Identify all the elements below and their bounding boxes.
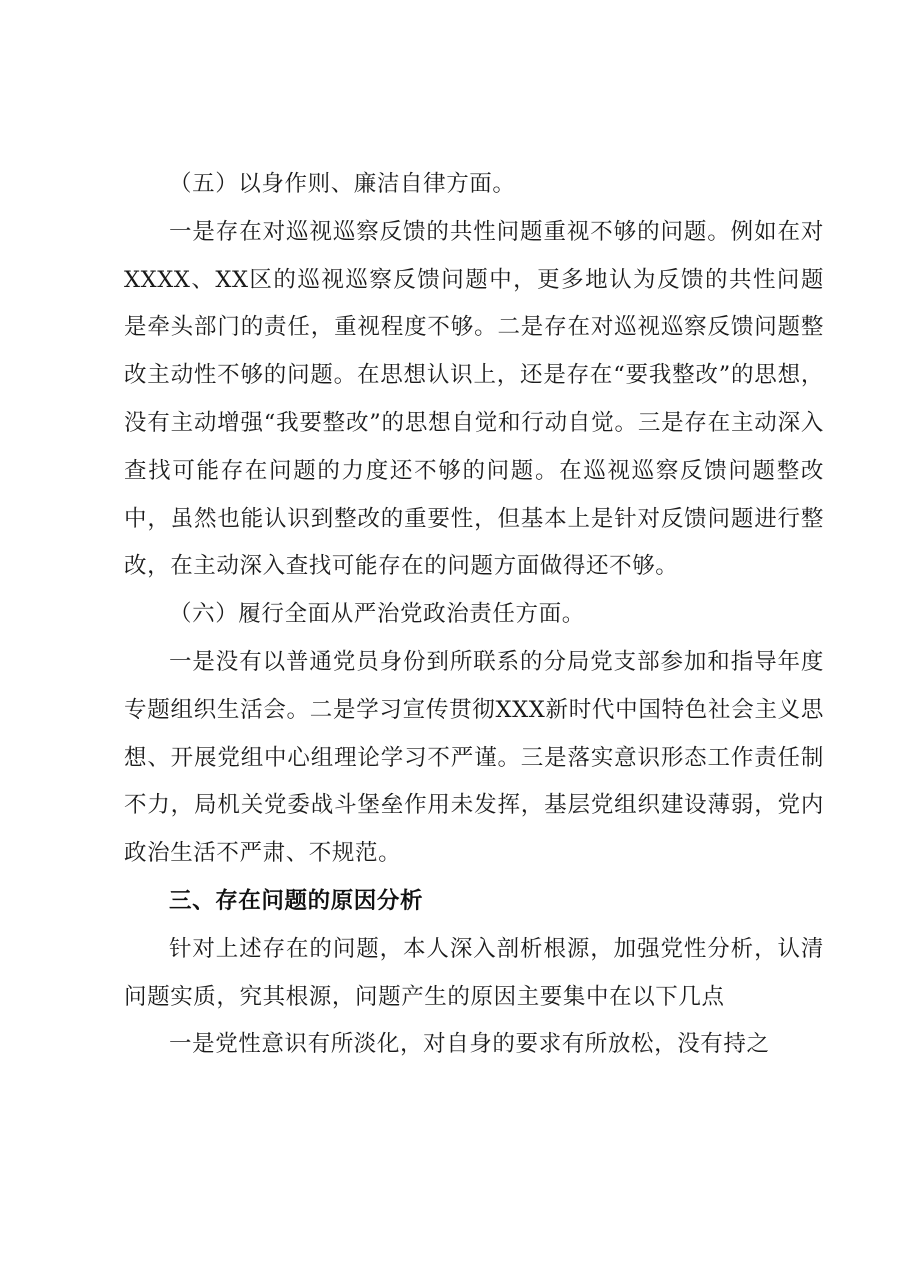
section-five-body: 一是存在对巡视巡察反馈的共性问题重视不够的问题。例如在对XXXX、XX区的巡视巡察反馈问题中，更多地认为反馈的共性问题是牵头部门的责任，重视程度不够。二是存在对巡视巡察反馈问题整改主动性不够的问题。在思想认识上，还是存在“要我整改”的思想，没有主动增强“我要整改”的思想自觉和行动自觉。三是存在主动深入查找可能存在问题的力度还不够的问题。在巡视巡察反馈问题整改中，虽然也能认识到整改的重要性，但基本上是针对反馈问题进行整改，在主动深入查找可能存在的问题方面做得还不够。 bbox=[124, 218, 824, 580]
section-five-heading: （五）以身作则、廉洁自律方面。 bbox=[169, 171, 516, 197]
document-body bbox=[124, 161, 824, 1069]
cause-analysis-intro: 针对上述存在的问题，本人深入剖析根源，加强党性分析，认清问题实质，究其根源，问题产生的原因主要集中在以下几点 bbox=[124, 935, 824, 1010]
cause-analysis-heading: 三、存在问题的原因分析 bbox=[169, 887, 424, 914]
section-six-body: 一是没有以普通党员身份到所联系的分局党支部参加和指导年度专题组织生活会。二是学习宣传贯彻XXX新时代中国特色社会主义思想、开展党组中心组理论学习不严谨。三是落实意识形态工作责任制不力，局机关党委战斗堡垒作用未发挥，基层党组织建设薄弱，党内政治生活不严肃、不规范。 bbox=[124, 648, 824, 867]
section-six-heading: （六）履行全面从严治党政治责任方面。 bbox=[169, 601, 585, 628]
cause-analysis-point-one: 一是党性意识有所淡化，对自身的要求有所放松，没有持之 bbox=[169, 1031, 770, 1058]
